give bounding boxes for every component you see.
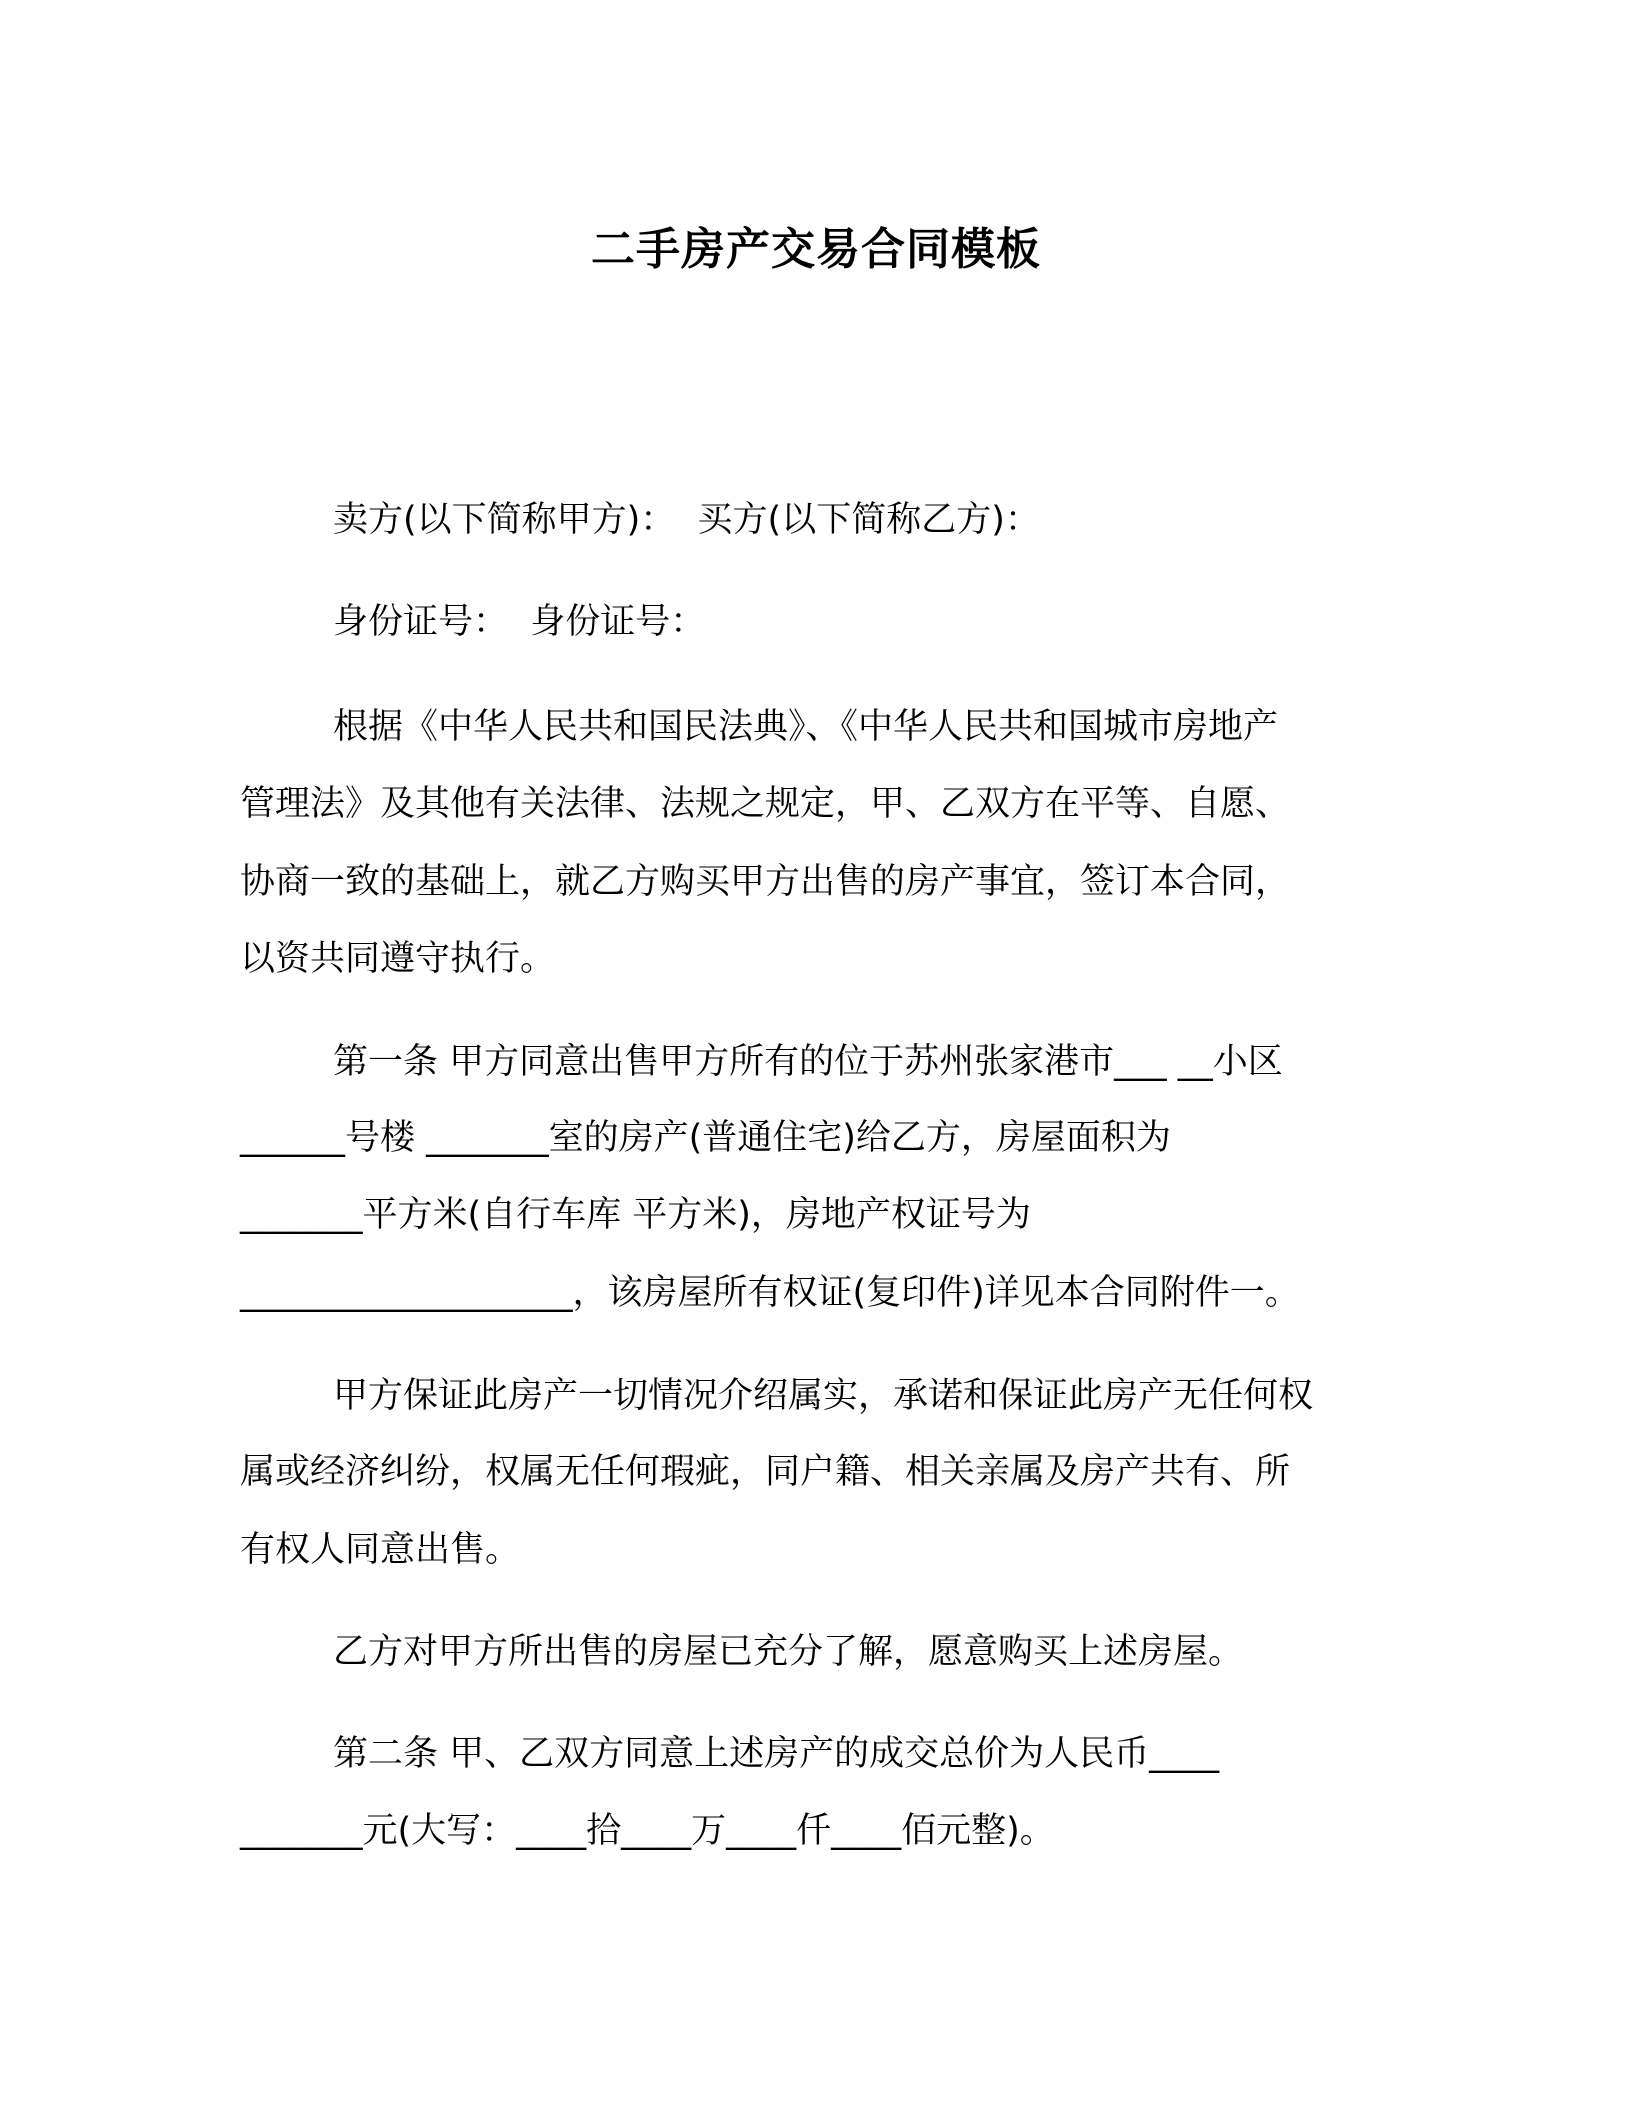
- guarantee-line: 属或经济纠纷，权属无任何瑕疵，同户籍、相关亲属及房产共有、所: [240, 1452, 1291, 1492]
- document-title: 二手房产交易合同模板: [591, 224, 1041, 275]
- id-number-line: 身份证号： 身份证号：: [333, 602, 706, 642]
- article-one-line: ______号楼 _______室的房产(普通住宅)给乙方，房屋面积为: [240, 1118, 1171, 1158]
- preamble-line: 管理法》及其他有关法律、法规之规定，甲、乙双方在平等、自愿、: [240, 784, 1291, 824]
- party-line: 卖方(以下简称甲方)： 买方(以下简称乙方)：: [333, 500, 1040, 540]
- article-one-line: _______平方米(自行车库 平方米)，房地产权证号为: [240, 1195, 1031, 1235]
- article-two-line: 第二条 甲、乙双方同意上述房产的成交总价为人民币____: [333, 1734, 1220, 1774]
- article-one-line: ___________________，该房屋所有权证(复印件)详见本合同附件一。: [240, 1273, 1300, 1313]
- preamble-line: 协商一致的基础上，就乙方购买甲方出售的房产事宜，签订本合同，: [240, 862, 1291, 902]
- preamble-line: 根据《中华人民共和国民法典》、《中华人民共和国城市房地产: [333, 707, 1279, 747]
- buyer-statement-line: 乙方对甲方所出售的房屋已充分了解，愿意购买上述房屋。: [333, 1632, 1244, 1672]
- guarantee-line: 甲方保证此房产一切情况介绍属实，承诺和保证此房产无任何权: [333, 1376, 1314, 1416]
- guarantee-line: 有权人同意出售。: [240, 1530, 521, 1570]
- article-one-line: 第一条 甲方同意出售甲方所有的位于苏州张家港市___ __小区: [333, 1042, 1283, 1082]
- article-two-line: _______元(大写：____拾____万____仟____佰元整)。: [240, 1811, 1055, 1851]
- preamble-line: 以资共同遵守执行。: [240, 939, 556, 979]
